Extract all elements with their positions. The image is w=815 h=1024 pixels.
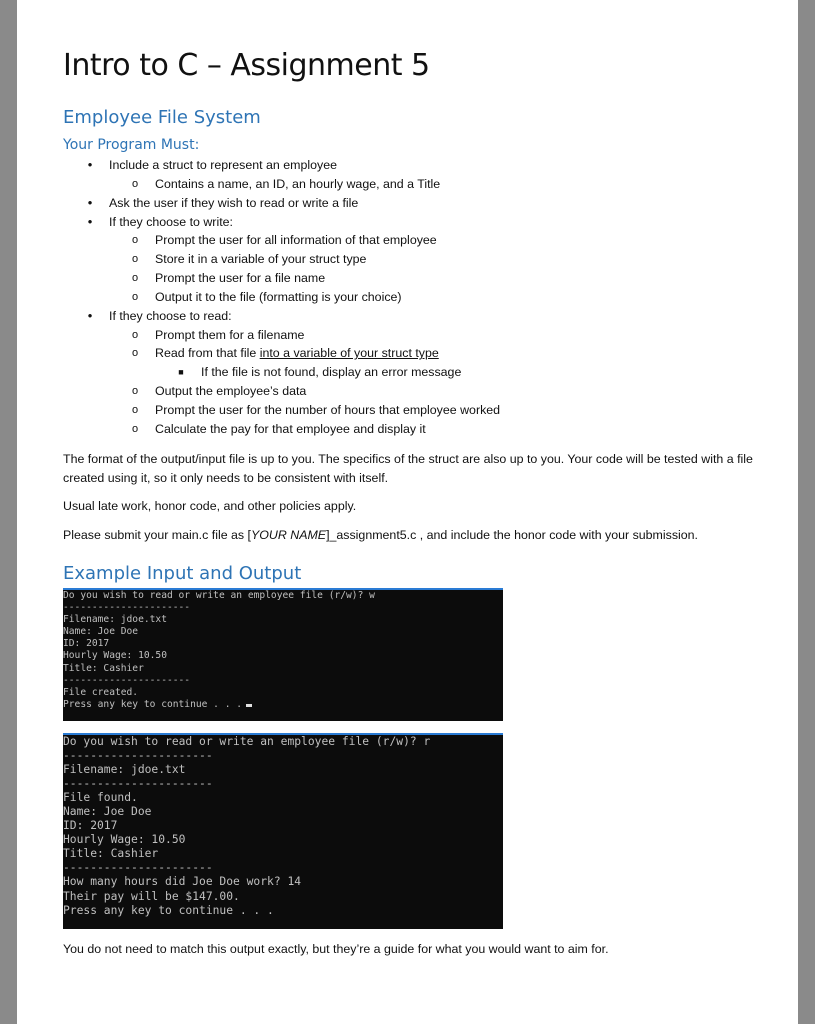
requirement-underlined-text: into a variable of your struct type [259, 346, 439, 361]
requirement-text [155, 231, 437, 250]
console-line [63, 602, 503, 614]
console-line [63, 663, 503, 675]
circle-bullet-icon: o [131, 177, 139, 190]
console-line-text: File created. [63, 686, 139, 698]
requirement-text [109, 307, 232, 326]
example-heading: Example Input and Output [63, 563, 302, 584]
console-line-text: Do you wish to read or write an employee file (r/w)? w [63, 590, 375, 601]
console-line-text: How many hours did Joe Doe work? 14 [63, 875, 302, 889]
circle-bullet-icon: o [131, 347, 139, 360]
requirement-label: Prompt the user for a file name [155, 271, 326, 286]
requirement-label: Include a struct to represent an employee [109, 158, 337, 172]
console-line [63, 650, 503, 662]
requirement-text [155, 326, 304, 345]
square-bullet-icon: ■ [178, 367, 184, 378]
console-line [63, 833, 503, 847]
requirement-item [17, 156, 798, 175]
requirement-text [155, 269, 325, 288]
requirement-item [17, 231, 798, 250]
console-line-text: Press any key to continue . . . [63, 903, 274, 917]
bullet-icon: • [87, 157, 93, 172]
console-line [63, 805, 503, 819]
console-line [63, 590, 503, 602]
submit-paragraph [63, 526, 753, 545]
console-line-text: ---------------------- [63, 602, 191, 614]
requirement-item [17, 401, 798, 420]
submit-text-name: YOUR NAME [251, 528, 327, 542]
requirement-label: Store it in a variable of your struct type [155, 252, 367, 267]
console-line-text: Filename: jdoe.txt [63, 763, 186, 777]
requirement-label: Contains a name, an ID, an hourly wage, and a Title [155, 176, 441, 191]
console-line-text: Title: Cashier [63, 847, 159, 861]
circle-bullet-icon: o [131, 253, 139, 266]
requirement-item [17, 213, 798, 232]
requirement-item [17, 288, 798, 307]
bullet-icon: • [87, 194, 93, 210]
requirement-text [109, 213, 233, 232]
requirement-label: Ask the user if they wish to read or write a file [109, 195, 359, 210]
subheading: Your Program Must: [63, 137, 200, 153]
console-line [63, 861, 503, 875]
requirement-label: Output it to the file (formatting is your choice) [155, 289, 402, 304]
console-line [63, 699, 503, 711]
requirement-text [109, 194, 358, 213]
requirement-text [155, 382, 306, 401]
console-read-screenshot [63, 733, 503, 929]
requirement-label: Prompt the user for the number of hours that employee worked [155, 402, 501, 417]
document-title: Intro to C – Assignment 5 [63, 48, 430, 83]
bullet-icon: • [87, 213, 93, 229]
circle-bullet-icon: o [131, 422, 139, 435]
section-heading: Employee File System [63, 107, 261, 128]
console-line-text: File found. [63, 791, 138, 805]
console-line [63, 777, 503, 791]
requirement-text [155, 401, 500, 420]
document-page [17, 0, 798, 1024]
circle-bullet-icon: o [131, 385, 139, 398]
requirement-text [155, 175, 440, 194]
console-line [63, 875, 503, 889]
console-line-text: Do you wish to read or write an employee file (r/w)? r [63, 735, 431, 748]
submit-text-after: ]_assignment5.c , and include the honor code with your submission. [326, 528, 698, 542]
requirement-item [17, 344, 798, 363]
console-line-text: Filename: jdoe.txt [63, 614, 167, 626]
circle-bullet-icon: o [131, 234, 139, 247]
requirements-list [17, 156, 798, 439]
requirement-label: If the file is not found, display an error message [201, 365, 462, 380]
console-line-text: ---------------------- [63, 861, 213, 875]
console-line [63, 675, 503, 687]
policies-paragraph: Usual late work, honor code, and other policies apply. [63, 499, 357, 513]
console-line [63, 626, 503, 638]
requirement-item [17, 420, 798, 439]
console-line [63, 890, 503, 904]
requirement-item [17, 175, 798, 194]
requirement-item [17, 307, 798, 326]
console-line-text: ID: 2017 [63, 819, 118, 833]
circle-bullet-icon: o [131, 272, 139, 285]
console-line [63, 735, 503, 749]
requirement-text [109, 156, 337, 175]
console-line-text: ID: 2017 [63, 638, 110, 650]
requirement-label: Output the employee’s data [155, 384, 307, 399]
console-line [63, 749, 503, 763]
requirement-item [17, 382, 798, 401]
console-line-text: Press any key to continue . . . [63, 698, 243, 710]
console-write-screenshot [63, 588, 503, 721]
console-line [63, 904, 503, 918]
console-line-text: ---------------------- [63, 674, 191, 686]
requirement-item [17, 269, 798, 288]
console-line [63, 687, 503, 699]
requirement-label: Prompt the user for all information of that employee [155, 233, 437, 248]
console-line-text: Their pay will be $147.00. [63, 889, 240, 903]
console-line-text: Name: Joe Doe [63, 626, 139, 638]
console-line-text: Hourly Wage: 10.50 [63, 833, 186, 847]
console-line [63, 763, 503, 777]
requirement-item [17, 326, 798, 345]
requirement-label: Calculate the pay for that employee and display it [155, 421, 426, 436]
requirement-text [155, 344, 439, 363]
console-line-text: Hourly Wage: 10.50 [63, 650, 167, 662]
requirement-label: If they choose to write: [109, 214, 233, 229]
console-cursor-icon [246, 704, 252, 707]
requirement-item [17, 194, 798, 213]
console-line [63, 791, 503, 805]
console-line [63, 638, 503, 650]
requirement-text [201, 363, 461, 382]
circle-bullet-icon: o [131, 290, 139, 303]
circle-bullet-icon: o [131, 403, 139, 416]
requirement-text [155, 250, 366, 269]
format-paragraph: The format of the output/input file is up to you. The specifics of the struct are also up to you. Your code will be tested with a file created using it, so it only needs to be consistent with itself. [63, 452, 753, 485]
console-line-text: Title: Cashier [63, 662, 144, 674]
footer-note: You do not need to match this output exactly, but they’re a guide for what you would want to aim for. [63, 942, 609, 956]
requirement-label: Prompt them for a filename [155, 327, 305, 342]
console-line-text: ---------------------- [63, 749, 213, 763]
console-line [63, 819, 503, 833]
requirement-text [155, 288, 402, 307]
console-line-text: ---------------------- [63, 777, 213, 791]
console-line [63, 614, 503, 626]
console-line [63, 847, 503, 861]
requirement-text [155, 420, 426, 439]
requirement-label: Read from that file [155, 346, 260, 361]
console-line-text: Name: Joe Doe [63, 805, 152, 819]
circle-bullet-icon: o [131, 328, 139, 341]
requirement-item [17, 363, 798, 382]
requirement-label: If they choose to read: [109, 308, 232, 323]
submit-text-before: Please submit your main.c file as [ [63, 528, 252, 542]
bullet-icon: • [87, 307, 93, 323]
requirement-item [17, 250, 798, 269]
